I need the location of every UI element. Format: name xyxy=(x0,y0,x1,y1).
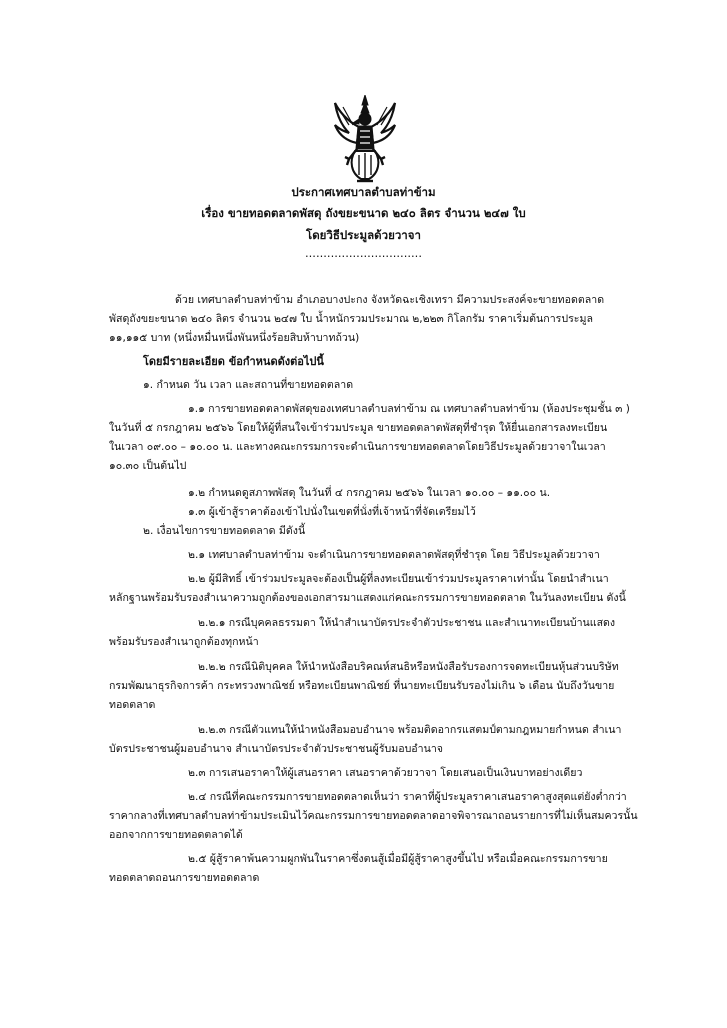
section-2-2-2-line-2: กรมพัฒนาธุรกิจการค้า กระทรวงพาณิชย์ หรือทะเบียนพาณิชย์ ที่นายทะเบียนรับรองไม่เกิน ๖ เดือน นับถึงวันขาย xyxy=(109,680,615,692)
intro-line-1: ด้วย เทศบาลตำบลท่าข้าม อำเภอบางปะกง จังหวัดฉะเชิงเทรา มีความประสงค์จะขายทอดตลาด xyxy=(175,294,605,306)
section-2-2-line-1: ๒.๒ ผู้มีสิทธิ์ เข้าร่วมประมูลจะต้องเป็นผู้ที่ลงทะเบียนเข้าร่วมประมูลราคาเท่านั้น โดยนำสำเนา xyxy=(188,573,609,585)
section-2-4-line-2: ราคากลางที่เทศบาลตำบลท่าข้ามประเมินไว้คณะกรรมการขายทอดตลาดอาจพิจารณาถอนรายการที่ไม่เห็นสมควรนั้น xyxy=(109,810,638,822)
intro-line-3: ๑๑,๑๑๕ บาท (หนึ่งหมื่นหนึ่งพันหนึ่งร้อยสิบห้าบาทถ้วน) xyxy=(109,332,360,344)
section-1-heading: ๑. กำหนด วัน เวลา และสถานที่ขายทอดตลาด xyxy=(143,379,354,391)
details-heading: โดยมีรายละเอียด ข้อกำหนดดังต่อไปนี้ xyxy=(143,355,324,368)
section-2-2-line-2: หลักฐานพร้อมรับรองสำเนาความถูกต้องของเอกสารมาแสดงแก่คณะกรรมการขายทอดตลาด ในวันลงทะเบียน ดังนี้ xyxy=(109,592,626,604)
section-1-1-line-4: ๑๐.๓๐ เป็นต้นไป xyxy=(109,460,187,472)
intro-line-2: พัสดุถังขยะขนาด ๒๔๐ ลิตร จำนวน ๒๔๗ ใบ น้ำหนักรวมประมาณ ๒,๒๒๓ กิโลกรัม ราคาเริ่มต้นการประมูล xyxy=(109,313,593,325)
section-1-1-line-3: ในเวลา ๐๙.๐๐ – ๑๐.๐๐ น. และทางคณะกรรมการจะดำเนินการขายทอดตลาดโดยวิธีประมูลด้วยวาจาในเวลา xyxy=(109,441,606,453)
section-2-5-line-2: ทอดตลาดถอนการขายทอดตลาด xyxy=(109,872,260,884)
section-2-2-2-line-1: ๒.๒.๒ กรณีนิติบุคคล ให้นำหนังสือบริคณห์สนธิหรือหนังสือรับรองการจดทะเบียนหุ้นส่วนบริษัท xyxy=(198,661,619,673)
announcement-subject: เรื่อง ขายทอดตลาดพัสดุ ถังขยะขนาด ๒๔๐ ลิตร จำนวน ๒๔๗ ใบ xyxy=(201,206,526,220)
section-2-3: ๒.๓ การเสนอราคาให้ผู้เสนอราคา เสนอราคาด้วยวาจา โดยเสนอเป็นเงินบาทอย่างเดียว xyxy=(188,767,583,779)
section-2-heading: ๒. เงื่อนไขการขายทอดตลาด มีดังนี้ xyxy=(143,525,306,537)
section-1-3: ๑.๓ ผู้เข้าสู้ราคาต้องเข้าไปนั่งในเขตที่นั่งที่เจ้าหน้าที่จัดเตรียมไว้ xyxy=(188,506,476,518)
section-2-4-line-3: ออกจากการขายทอดตลาดได้ xyxy=(109,829,243,841)
section-2-2-3-line-2: บัตรประชาชนผู้มอบอำนาจ สำเนาบัตรประจำตัวประชาชนผู้รับมอบอำนาจ xyxy=(109,743,444,755)
announcement-method: โดยวิธีประมูลด้วยวาจา xyxy=(306,228,421,242)
garuda-emblem-icon xyxy=(333,95,397,183)
section-2-5-line-1: ๒.๕ ผู้สู้ราคาพ้นความผูกพันในราคาซึ่งตนสู้เมื่อมีผู้สู้ราคาสูงขึ้นไป หรือเมื่อคณะกรรมการขาย xyxy=(188,853,608,865)
section-2-2-1-line-2: พร้อมรับรองสำเนาถูกต้องทุกหน้า xyxy=(109,636,259,648)
section-2-2-3-line-1: ๒.๒.๓ กรณีตัวแทนให้นำหนังสือมอบอำนาจ พร้อมติดอากรแสตมป์ตามกฎหมายกำหนด สำเนา xyxy=(198,724,622,736)
section-1-1-line-2: ในวันที่ ๕ กรกฎาคม ๒๕๖๖ โดยให้ผู้ที่สนใจเข้าร่วมประมูล ขายทอดตลาดพัสดุที่ชำรุด ให้ยื่นเอกสารลงทะเบียน xyxy=(109,422,608,434)
announcement-title: ประกาศเทศบาลตำบลท่าข้าม xyxy=(291,185,436,199)
section-1-1-line-1: ๑.๑ การขายทอดตลาดพัสดุของเทศบาลตำบลท่าข้าม ณ เทศบาลตำบลท่าข้าม (ห้องประชุมชั้น ๓ ) xyxy=(188,403,630,415)
section-2-1: ๒.๑ เทศบาลตำบลท่าข้าม จะดำเนินการขายทอดตลาดพัสดุที่ชำรุด โดย วิธีประมูลด้วยวาจา xyxy=(188,549,600,561)
section-2-4-line-1: ๒.๔ กรณีที่คณะกรรมการขายทอดตลาดเห็นว่า ราคาที่ผู้ประมูลราคาเสนอราคาสูงสุดแต่ยังต่ำกว่า xyxy=(188,791,627,803)
section-1-2: ๑.๒ กำหนดดูสภาพพัสดุ ในวันที่ ๔ กรกฎาคม ๒๕๖๖ ในเวลา ๑๐.๐๐ – ๑๑.๐๐ น. xyxy=(188,487,551,499)
title-separator: ................................ xyxy=(305,246,422,260)
section-2-2-1-line-1: ๒.๒.๑ กรณีบุคคลธรรมดา ให้นำสำเนาบัตรประจำตัวประชาชน และสำเนาทะเบียนบ้านแสดง xyxy=(198,617,616,629)
section-2-2-2-line-3: ทอดตลาด xyxy=(109,699,156,711)
